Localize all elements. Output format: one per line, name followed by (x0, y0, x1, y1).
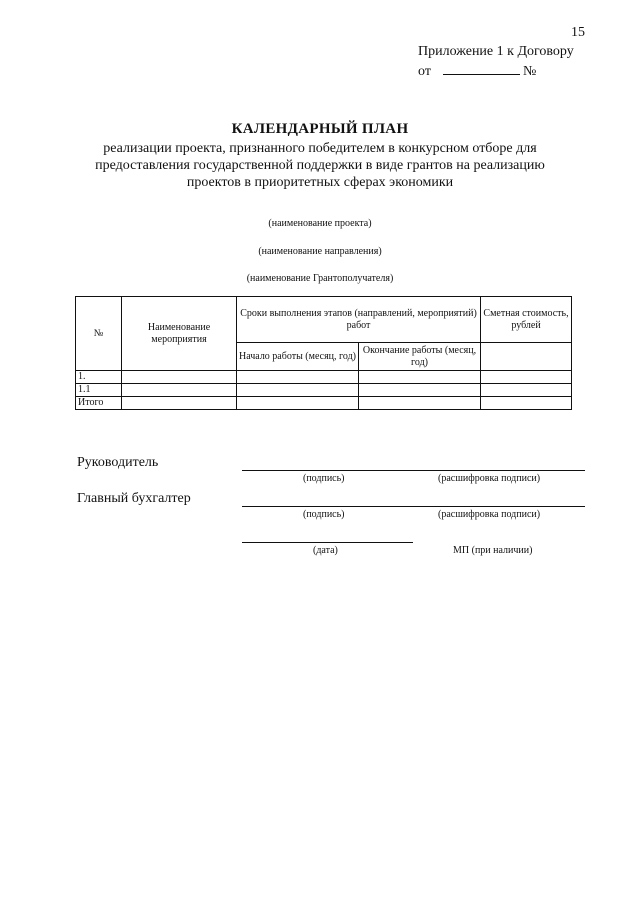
table-cell (481, 397, 572, 410)
table-cell (122, 371, 237, 384)
accountant-signature-line (242, 506, 585, 507)
appendix-from-line (418, 62, 574, 82)
table-row (76, 397, 572, 410)
header-end: Окончание работы (месяц, год) (359, 343, 481, 371)
calendar-plan-table (75, 296, 572, 410)
document-title: КАЛЕНДАРНЫЙ ПЛАН (231, 121, 409, 137)
head-signature-line (242, 470, 585, 471)
table-cell (359, 397, 481, 410)
recipient-name-caption: (наименование Грантополучателя) (246, 273, 394, 284)
accountant-decoding-caption: (расшифровка подписи) (438, 509, 541, 520)
table-cell (481, 371, 572, 384)
date-blank-line (443, 63, 520, 75)
date-caption: (дата) (313, 545, 338, 556)
table-cell (237, 371, 359, 384)
table-cell (359, 371, 481, 384)
document-subtitle: реализации проекта, признанного победителем в конкурсном отборе для предоставления государственной поддержки в виде грантов на реализацию проектов в приоритетных сферах экономики (95, 141, 545, 190)
table-row (76, 371, 572, 384)
accountant-label: Главный бухгалтер (77, 491, 191, 506)
table-cell (237, 397, 359, 410)
direction-name-caption: (наименование направления) (258, 246, 382, 257)
header-terms: Сроки выполнения этапов (направлений, мероприятий) работ (237, 297, 481, 343)
head-signature-caption: (подпись) (303, 473, 345, 484)
stamp-caption: МП (при наличии) (453, 545, 533, 556)
appendix-header (418, 42, 574, 82)
table-cell (481, 384, 572, 397)
table-cell (122, 397, 237, 410)
head-label: Руководитель (77, 455, 159, 470)
head-decoding-caption: (расшифровка подписи) (438, 473, 541, 484)
header-start: Начало работы (месяц, год) (237, 343, 359, 371)
table-row (76, 384, 572, 397)
appendix-from-label: от (418, 64, 431, 79)
header-cost: Сметная стоимость, рублей (481, 297, 572, 343)
project-name-caption: (наименование проекта) (268, 218, 372, 229)
accountant-signature-caption: (подпись) (303, 509, 345, 520)
page-number: 15 (571, 25, 585, 40)
table-cell (122, 384, 237, 397)
header-event-name: Наименование мероприятия (122, 297, 237, 371)
table-cell (237, 384, 359, 397)
header-number: № (76, 297, 122, 371)
date-line (242, 542, 413, 543)
row-number: 1. (76, 371, 122, 384)
row-total: Итого (76, 397, 122, 410)
header-cost-empty (481, 343, 572, 371)
table-cell (359, 384, 481, 397)
appendix-title: Приложение 1 к Договору (418, 44, 574, 59)
row-number: 1.1 (76, 384, 122, 397)
appendix-number-sign: № (522, 64, 537, 79)
